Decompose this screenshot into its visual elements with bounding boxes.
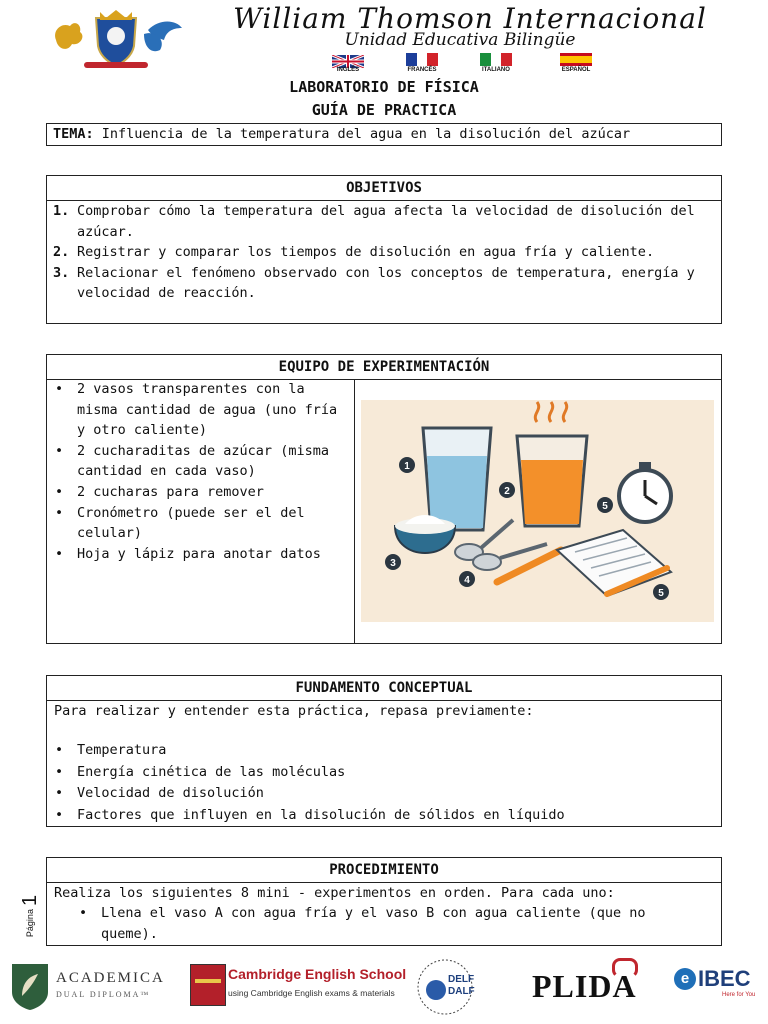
illustration-label: 2 <box>504 486 510 497</box>
fundamento-heading: FUNDAMENTO CONCEPTUAL <box>47 676 721 701</box>
objetivo-text: Relacionar el fenómeno observado con los conceptos de temperatura, energía y velocidad de reacción. <box>77 264 695 302</box>
ibec-text: IBEC <box>698 966 751 991</box>
fundamento-item: • Velocidad de disolución <box>53 783 713 805</box>
illustration-label: 1 <box>404 461 410 472</box>
procedimiento-intro: Realiza los siguientes 8 mini - experimentos en orden. Para cada uno: <box>54 885 615 901</box>
flag-france-icon <box>406 53 438 66</box>
flag-label-espanol: ESPAÑOL <box>561 67 591 73</box>
school-subtitle: Unidad Educativa Bilingüe <box>344 30 576 50</box>
page-label: Página <box>25 909 35 938</box>
ibec-subtext: Here for You <box>722 992 756 998</box>
cambridge-shield-icon <box>190 964 226 1006</box>
page-title: LABORATORIO DE FÍSICA <box>289 78 479 96</box>
cambridge-text: Cambridge English School <box>228 966 407 982</box>
plida-text: PLIDA <box>532 968 637 1004</box>
tema-box <box>46 123 722 146</box>
illustration-label: 4 <box>464 575 470 586</box>
equipo-item: • 2 cucharaditas de azúcar (misma cantidad en cada vaso) <box>53 441 345 482</box>
fundamento-section <box>46 675 722 827</box>
fundamento-item: • Energía cinética de las moléculas <box>53 762 713 784</box>
ibec-e-icon: e <box>674 968 696 990</box>
flag-italy-icon <box>480 53 512 66</box>
flag-label-frances: FRANCÉS <box>407 67 437 73</box>
flag-label-italiano: ITALIANO <box>482 67 510 73</box>
objetivo-text: Registrar y comparar los tiempos de disolución en agua fría y caliente. <box>77 244 655 261</box>
objetivo-number: 3. <box>53 264 70 281</box>
page-number-label <box>4 890 56 942</box>
procedimiento-item: • Llena el vaso A con agua fría y el vaso B con agua caliente (que no queme). <box>77 903 709 944</box>
column-divider <box>354 379 355 643</box>
flag-spain-icon <box>560 53 592 66</box>
objetivo-text: Comprobar cómo la temperatura del agua afecta la velocidad de disolución del azúcar. <box>77 203 695 240</box>
equipment-illustration <box>361 400 714 622</box>
objetivo-number: 1. <box>53 203 70 219</box>
equipo-item: • 2 cucharas para remover <box>53 482 345 503</box>
page-subtitle: GUÍA DE PRACTICA <box>311 101 457 119</box>
fundamento-intro: Para realizar y entender esta práctica, repasa previamente: <box>54 703 534 719</box>
page-number: 1 <box>18 894 41 907</box>
academica-subtext: DUAL DIPLOMA™ <box>56 990 151 999</box>
plida-logo <box>532 958 646 1008</box>
cambridge-logo <box>190 964 407 1008</box>
school-crest-logo <box>48 10 188 70</box>
school-name: William Thomson Internacional <box>233 2 707 35</box>
objetivo-item <box>53 201 713 242</box>
dalf-text: DALF <box>448 986 475 997</box>
procedimiento-section <box>46 857 722 946</box>
flag-label-ingles: INGLÉS <box>336 67 360 73</box>
academica-logo <box>10 962 166 1012</box>
delf-dalf-logo <box>414 958 476 1016</box>
tema-text: Influencia de la temperatura del agua en la disolución del azúcar <box>101 126 631 142</box>
illustration-label: 3 <box>390 558 396 569</box>
illustration-label: 5 <box>602 501 608 512</box>
equipo-heading: EQUIPO DE EXPERIMENTACIÓN <box>47 355 721 380</box>
objetivos-heading: OBJETIVOS <box>47 176 721 201</box>
equipo-item: • Cronómetro (puede ser el del celular) <box>53 503 345 544</box>
delf-text: DELF <box>448 974 475 985</box>
tema-label: TEMA: <box>53 126 94 142</box>
academica-text: ACADEMICA <box>56 970 165 986</box>
ibec-logo <box>674 966 758 1006</box>
objetivos-section <box>46 175 722 324</box>
equipo-section <box>46 354 722 644</box>
objetivo-item <box>53 242 713 263</box>
equipo-list <box>53 379 345 564</box>
objetivo-item <box>53 263 713 304</box>
equipo-item: • Hoja y lápiz para anotar datos <box>53 544 345 565</box>
cambridge-subtext: using Cambridge English exams & materials <box>228 988 395 998</box>
objetivo-number: 2. <box>53 244 70 261</box>
fundamento-list <box>53 740 713 826</box>
procedimiento-heading: PROCEDIMIENTO <box>47 858 721 883</box>
fundamento-item: • Factores que influyen en la disolución de sólidos en líquido <box>53 805 713 827</box>
illustration-label: 5 <box>658 588 664 599</box>
procedimiento-list <box>77 903 709 944</box>
equipo-item: • 2 vasos transparentes con la misma cantidad de agua (uno fría y otro caliente) <box>53 379 345 441</box>
objetivos-list <box>47 201 721 304</box>
flag-uk-icon <box>332 53 364 66</box>
fundamento-item: • Temperatura <box>53 740 713 762</box>
